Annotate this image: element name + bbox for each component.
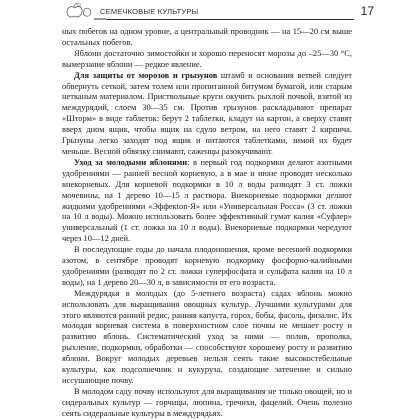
running-header-title: СЕМЕЧКОВЫЕ КУЛЬТУРЫ (100, 7, 199, 16)
paragraph: Уход за молодыми яблонями: в первый год подкормки делают азотными удобрениями — ранней весной корневую, а в мае и июне проводят несколько внекорневых. Для корневой подкормки в 10 л воды разводят 3 ст. ложки мочевины, на 1 дерево 10—15 л раствора. Внекорневые подкормки делают жидкими удобрениями «Эффекton-Я» или «Универсальная Росса» (3 ст. ложки на 10 л воды). Можно использовать более эффективный гумат калия «Суфлер» универсальный (1 ст. ложка на 10 л воды). Внекорневые подкормки чередуют через 10—12 дней. (62, 156, 352, 244)
paragraph: Для защиты от морозов и грызунов штамб и основания ветвей следует обвернуть сеткой, затем толем или пропитанной битумом бумагой, или старым нетканым материалом. Приствольные круги окучить рыхлой почвой, взятой из междурядий, слоем 30—35 см. Против грызунов раскладывают препарат «Шторм» в виде таблеток: берут 2 таблетки, кладут на картон, а сверху ставят вверх дном ящик, чтобы ящик на сдуло ветром, на него ставят 2 кирпича. Грызуны легко заходят под ящик и питаются таблетками, зимой их будет меньше. Весной обвязку снимают, саженцы разокучивают. (62, 69, 352, 156)
paragraph: Междурядья в молодых (до 5-летнего возраста) садах яблонь можно использовать для выращивания овощных культур. Лучшими культурами для этого являются ранний редис, ранняя капуста, горох, бобы, фасоль, физалис. Их молодая корневая система в поверхностном слое почвы не мешает росту и развитию яблонь. Систематический уход за ними — полив, прополка, рыхление, подкормки, обработки — способствуют хорошему росту и развитию яблони. Вокруг молодых деревьев нельзя сеять такие высокостебельные культуры, как подсолнечник и кукуруза, создающие затенение и сильно иссушающие почву. (62, 287, 352, 385)
paragraph-lead: Уход за молодыми яблонями (74, 156, 188, 167)
paragraph: В последующие годы до начала плодоношения, кроме весенней подкормки азотом, в сентябре проводят корневую подкормку фосфорно-калийными удобрениями (разводят по 2 ст. ложки суперфосфата и сульфата калия на 10 л воды), на 1 дерево 20—30 л, в зависимости от его возраста. (62, 244, 352, 287)
header-rule (106, 19, 354, 20)
paragraph: В молодом саду почву используют для выращивания не только овощей, но и сидеральных культур — горчицы, люпина, гречихи, фацелий. Очень полезно сеять сидеральные культуры в междурядьях. (62, 385, 352, 418)
body-text (62, 26, 352, 419)
page-number: 17 (360, 4, 374, 18)
paragraph-lead: Для защиты от морозов и грызунов (74, 69, 218, 80)
running-header (56, 2, 374, 22)
paragraph: Яблони достаточно зимостойки и хорошо переносят морозы до –25—30 °С, вымерзание яблони — редкое явление. (62, 47, 352, 69)
paragraph: ных побегов на одном уровне, а центральный проводник — на 15—20 см выше остальных побегов. (62, 26, 352, 47)
